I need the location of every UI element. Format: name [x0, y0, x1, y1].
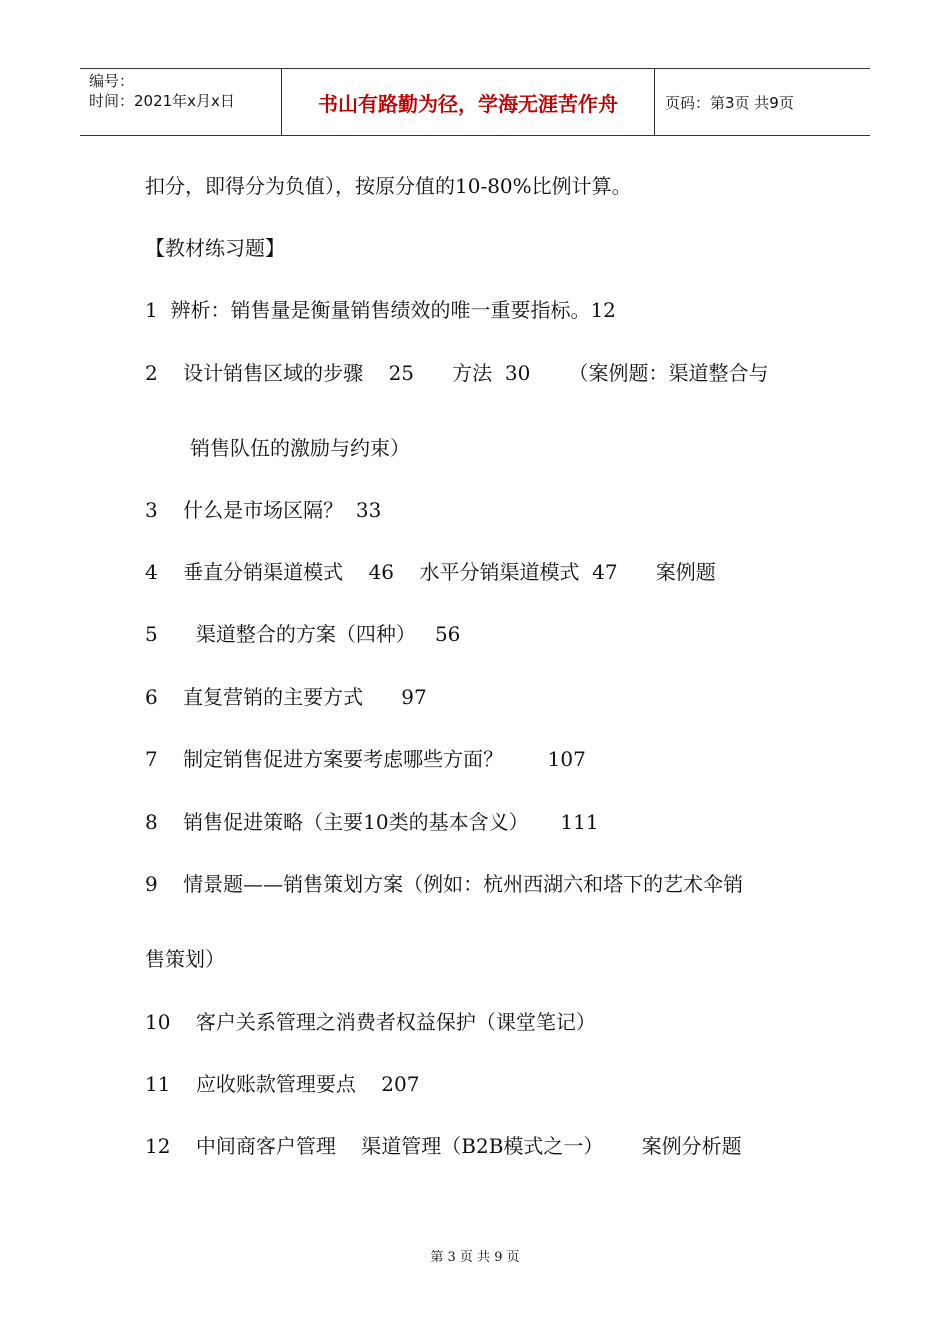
exercise-item-2: 2 设计销售区域的步骤 25 方法 30 （案例题：渠道整合与 [145, 361, 769, 385]
exercise-item-8: 8 销售促进策略（主要10类的基本含义） 111 [145, 810, 599, 834]
exercise-item-6: 6 直复营销的主要方式 97 [145, 685, 427, 709]
exercise-item-5: 5 渠道整合的方案（四种） 56 [145, 622, 461, 646]
document-number-label: 编号： [89, 72, 135, 90]
exercise-item-9-continued: 售策划） [145, 947, 225, 971]
exercise-item-1: 1 辨析：销售量是衡量销售绩效的唯一重要指标。12 [145, 298, 616, 322]
exercise-item-11: 11 应收账款管理要点 207 [145, 1072, 420, 1096]
header-motto: 书山有路勤为径，学海无涯苦作舟 [282, 69, 655, 135]
document-time-label: 时间：2021年x月x日 [89, 92, 235, 110]
exercise-item-12: 12 中间商客户管理 渠道管理（B2B模式之一） 案例分析题 [145, 1134, 742, 1158]
section-heading: 【教材练习题】 [145, 236, 285, 260]
page-footer: 第 3 页 共 9 页 [430, 1250, 520, 1265]
document-header [80, 68, 870, 136]
exercise-item-7: 7 制定销售促进方案要考虑哪些方面？ 107 [145, 747, 586, 771]
exercise-item-9: 9 情景题——销售策划方案（例如：杭州西湖六和塔下的艺术伞销 [145, 872, 744, 896]
exercise-item-10: 10 客户关系管理之消费者权益保护（课堂笔记） [145, 1010, 596, 1034]
exercise-item-3: 3 什么是市场区隔？ 33 [145, 498, 382, 522]
body-line: 扣分，即得分为负值），按原分值的10-80%比例计算。 [145, 174, 632, 198]
exercise-item-4: 4 垂直分销渠道模式 46 水平分销渠道模式 47 案例题 [145, 560, 716, 584]
exercise-item-2-continued: 销售队伍的激励与约束） [190, 436, 410, 460]
header-meta [80, 69, 282, 135]
header-page-info: 页码：第3页 共9页 [665, 93, 794, 112]
